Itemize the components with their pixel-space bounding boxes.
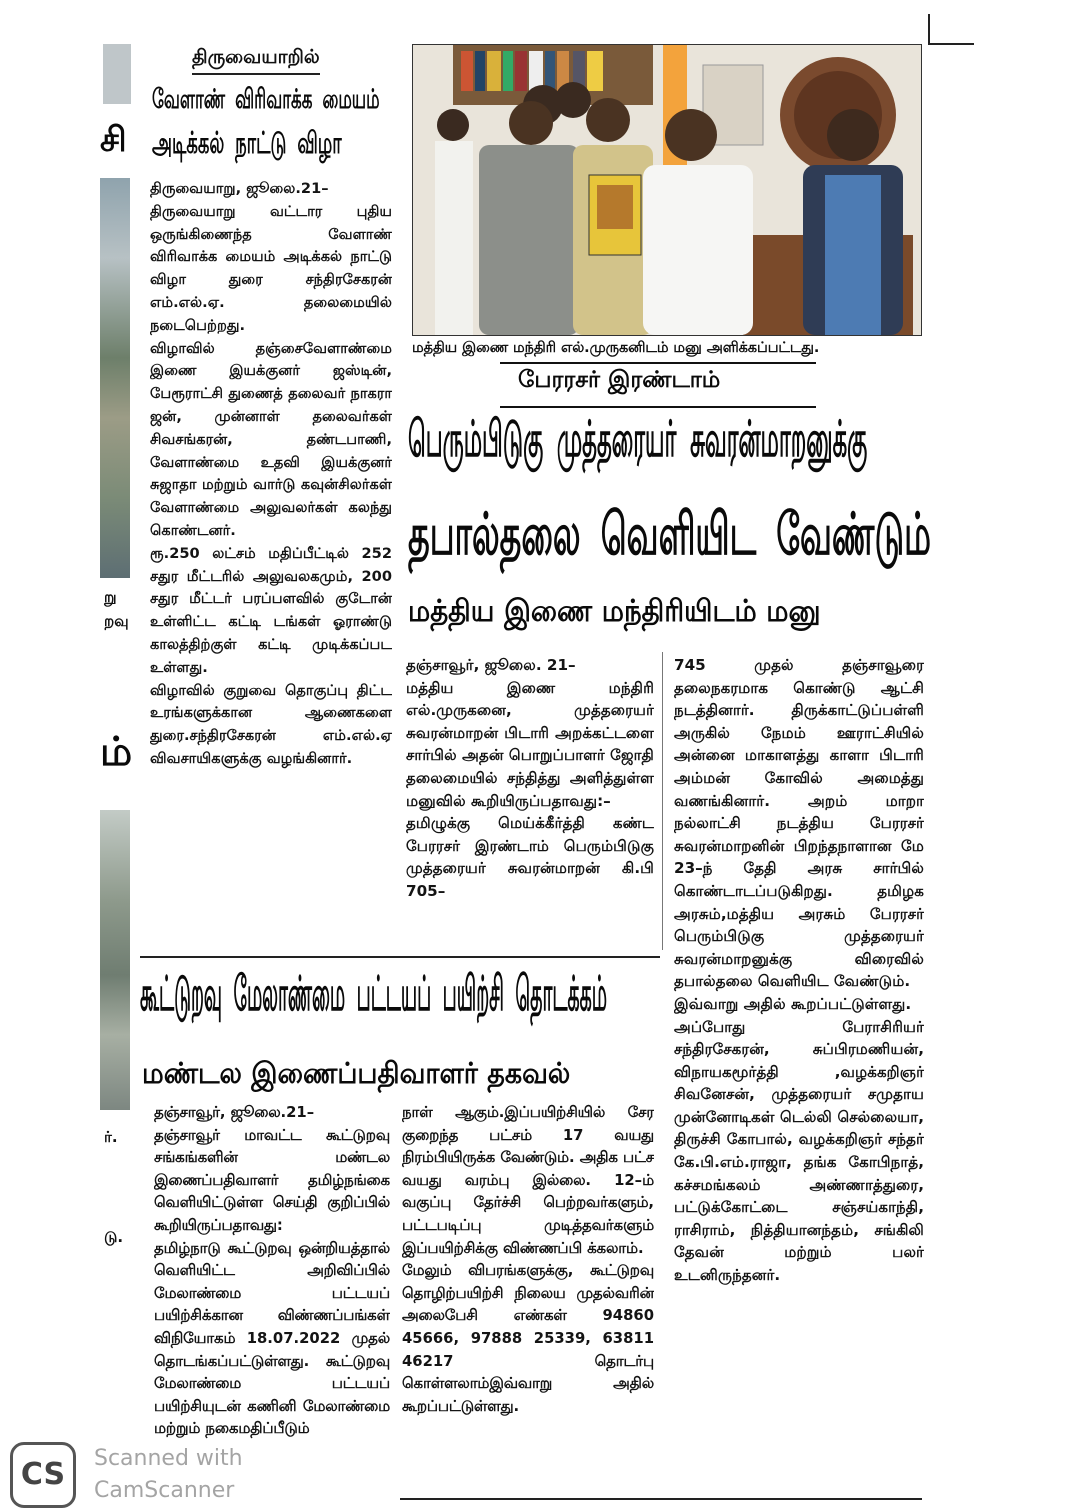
camscanner-badge-text: CS [20, 1457, 66, 1492]
left-edge-photo-2 [100, 810, 130, 1110]
camscanner-line-1: Scanned with [94, 1446, 243, 1471]
news-photo [412, 44, 922, 336]
article-3-subhead: மண்டல இணைப்பதிவாளர் தகவல் [142, 1056, 571, 1090]
photo-caption: மத்திய இணை மந்திரி எல்.முருகனிடம் மனு அளிக்கப்பட்டது. [412, 340, 820, 356]
article-3-top-rule [140, 956, 660, 958]
left-edge-photo-1 [100, 178, 130, 578]
article-3-column-1: தஞ்சாவூர், ஜூலை.21– தஞ்சாவூர் மாவட்ட கூட்டுறவு சங்கங்களின் மண்டல இணைப்பதிவாளர் தமிழ்நங்கை வெளியிட்டுள்ள செய்தி குறிப்பில் கூறியிருப்பதாவது: தமிழ்நாடு கூட்டுறவு ஒன்றியத்தால் வெளியிட்ட அறிவிப்பில் மேலாண்மை பட்டயப் பயிற்சிக்கான விண்ணப்பங்கள் விநியோகம் 18.07.2022 முதல் தொடங்கப்பட்டுள்ளது. கூட்டுறவு மேலாண்மை பட்டயப் பயிற்சியுடன் கணினி மேலாண்மை மற்றும் நகைமதிப்பீடும் [154, 1104, 390, 1438]
article-1-headline-line-1: வேளாண் விரிவாக்க மையம் [152, 84, 380, 115]
article-2-column-1: தஞ்சாவூர், ஜூலை. 21– மத்திய இணை மந்திரி எல்.முருகனை, முத்தரையர் சுவரன்மாறன் பிடாரி அறக்கட்டளை சார்பில் அதன் பொறுப்பாளர் ஜோதி தலைமையில் சந்தித்து அளித்துள்ள மனுவில் கூறியிருப்பதாவது:– தமிழுக்கு மெய்க்கீர்த்தி கண்ட பேரரசர் இரண்டாம் பெரும்பிடுகு முத்தரையர் சுவரன்மாறன் கி.பி 705– [406, 656, 654, 900]
camscanner-line-2: CamScanner [94, 1478, 235, 1503]
camscanner-badge [10, 1442, 76, 1508]
article-2-kicker: பேரரசர் இரண்டாம் [518, 366, 721, 393]
article-2-subhead: மத்திய இணை மந்திரியிடம் மனு [408, 594, 821, 629]
article-1-kicker: திருவையாறில் [192, 46, 320, 75]
left-edge-text-3: ர். [104, 1128, 118, 1146]
vertical-rule [662, 652, 663, 950]
left-edge-heading-fragment-2: ம் [100, 728, 133, 775]
article-2-headline-line-1: பெரும்பிடுகு முத்தரையர் சுவரன்மாறனுக்கு [408, 410, 868, 468]
left-edge-heading-fragment: சி [100, 120, 127, 160]
left-edge-rule [103, 44, 131, 104]
left-edge-text-2: றவு [104, 612, 129, 630]
article-3-column-2: நாள் ஆகும்.இப்பயிற்சியில் சேர குறைந்த பட்சம் 17 வயது நிரம்பியிருக்க வேண்டும். அதிக பட்ச வயது வரம்பு இல்லை. 12–ம் வகுப்பு தேர்ச்சி பெற்றவர்களும், பட்டபடிப்பு முடித்தவர்களும் இப்பயிற்சிக்கு விண்ணப்பி க்கலாம். மேலும் விபரங்களுக்கு, கூட்டுறவு தொழிற்பயிற்சி நிலைய முதல்வரின் அலைபேசி எண்கள் 94860 45666, 97888 25339, 63811 46217 தொடர்பு கொள்ளலாம்இவ்வாறு அதில் கூறப்பட்டுள்ளது. [402, 1104, 654, 1415]
article-1-headline-line-2: அடிக்கல் நாட்டு விழா [152, 126, 342, 161]
news-photo-illustration [413, 45, 921, 335]
article-3-headline: கூட்டுறவு மேலாண்மை பட்டயப் பயிற்சி தொடக்கம் [140, 966, 608, 1022]
crop-mark-vertical [928, 14, 930, 44]
bottom-rule [400, 1498, 922, 1500]
left-edge-text-1: று [104, 588, 117, 606]
article-2-headline-line-2: தபால்தலை வெளியிட வேண்டும் [408, 500, 931, 568]
article-2-column-2: 745 முதல் தஞ்சாவூரை தலைநகரமாக கொண்டு ஆட்சி நடத்தினார். திருக்காட்டுப்பள்ளி அருகில் நேமம் ஊராட்சியில் அன்னை மாகாளத்து காளா பிடாரி அம்மன் கோவில் அமைத்து வணங்கினார். அறம் மாறா நல்லாட்சி நடத்திய பேரரசர் சுவரன்மாறனின் பிறந்தநாளான மே 23–ந் தேதி அரசு சார்பில் கொண்டாடப்படுகிறது. தமிழக அரசும்,மத்திய அரசும் பேரரசர் பெரும்பிடுகு முத்தரையர் சுவரன்மாறனுக்கு விரைவில் தபால்தலை வெளியிட வேண்டும். இவ்வாறு அதில் கூறப்பட்டுள்ளது. அப்போது பேராசிரியர் சந்திரசேகரன், சுப்பிரமணியன், விநாயகமூர்த்தி ,வழக்கறிஞர் சிவனேசன், முத்தரையர் சமுதாய முன்னோடிகள் டெல்லி செல்லையா, திருச்சி கோபால், வழக்கறிஞர் சந்தர் கே.பி.எம்.ராஜா, தங்க கோபிநாத், கச்சமங்கலம் அண்ணாத்துரை, பட்டுக்கோட்டை சஞ்சய்காந்தி, ராசிராம், நித்தியானந்தம், சங்கிலி தேவன் மற்றும் பலர் உடனிருந்தனர். [674, 656, 924, 1285]
article-1-body: திருவையாறு, ஜூலை.21– திருவையாறு வட்டார புதிய ஒருங்கிணைந்த வேளாண் விரிவாக்க மையம் அடிக்கல் நாட்டு விழா துரை சந்திரசேகரன் எம்.எல்.ஏ. தலைமையில் நடைபெற்றது. விழாவில் தஞ்சைவேளாண்மை இணை இயக்குனர் ஜஸ்டின், பேரூராட்சி துணைத் தலைவர் நாகரா ஜன், முன்னாள் தலைவர்கள் சிவசங்கரன், தண்டபாணி, வேளாண்மை உதவி இயக்குனர் சுஜாதா மற்றும் வார்டு கவுன்சிலர்கள் வேளாண்மை அலுவலர்கள் கலந்து கொண்டனர். ரூ.250 லட்சம் மதிப்பீட்டில் 252 சதுர மீட்டரில் அலுவலகமும், 200 சதுர மீட்டர் பரப்பளவில் குடோன் உள்ளிட்ட கட்டி டங்கள் ஓராண்டு காலத்திற்குள் கட்டி முடிக்கப்பட உள்ளது. விழாவில் குறுவை தொகுப்பு திட்ட உரங்களுக்கான ஆணைகளை துரை.சந்திரசேகரன் எம்.எல்.ஏ விவசாயிகளுக்கு வழங்கினார். [150, 180, 392, 767]
crop-mark-horizontal [928, 43, 974, 45]
left-edge-text-4: டு. [104, 1228, 124, 1246]
